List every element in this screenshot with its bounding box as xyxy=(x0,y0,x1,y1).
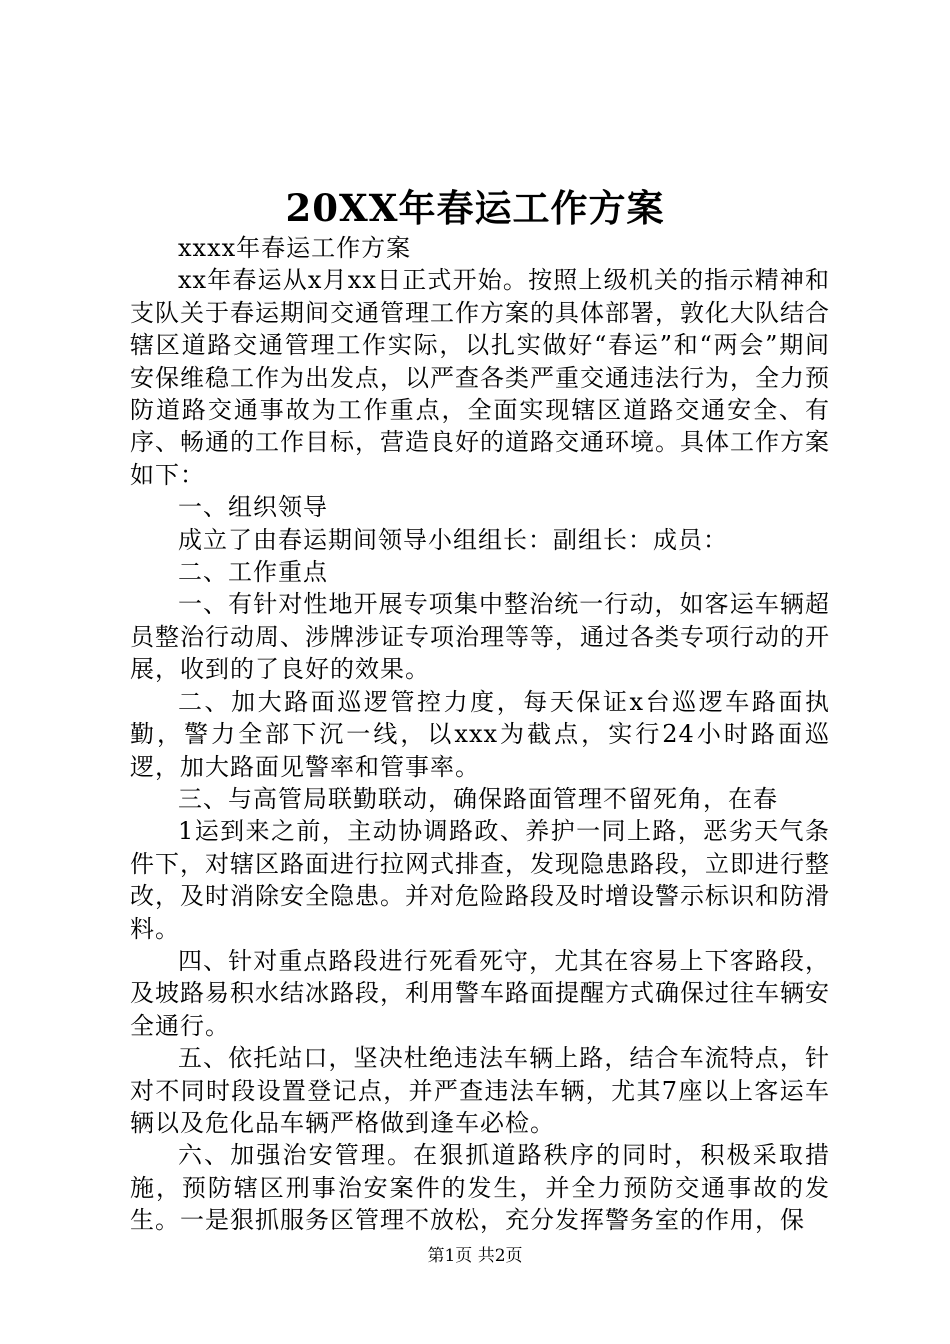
key-work-item-6: 六、加强治安管理。在狠抓道路秩序的同时，积极采取措施，预防辖区刑事治安案件的发生，并全力预防交通事故的发生。一是狠抓服务区管理不放松，充分发挥警务室的作用，保 xyxy=(130,1141,830,1235)
section-heading-key-work: 二、工作重点 xyxy=(178,558,328,587)
key-work-item-5: 五、依托站口，坚决杜绝违法车辆上路，结合车流特点，针对不同时段设置登记点，并严查违法车辆，尤其7座以上客运车辆以及危化品车辆严格做到逢车必检。 xyxy=(130,1044,830,1137)
page-number-footer: 第1页 共2页 xyxy=(427,1246,523,1266)
key-work-item-3-continued: 1运到来之前，主动协调路政、养护一同上路，恶劣天气条件下，对辖区路面进行拉网式排查，发现隐患路段，立即进行整改，及时消除安全隐患。并对危险路段及时增设警示标识和防滑料。 xyxy=(130,817,830,943)
key-work-item-1: 一、有针对性地开展专项集中整治统一行动，如客运车辆超员整治行动周、涉牌涉证专项治理等等，通过各类专项行动的开展，收到的了良好的效果。 xyxy=(130,590,830,684)
key-work-item-3: 三、与高管局联勤联动，确保路面管理不留死角，在春 xyxy=(178,784,778,813)
key-work-item-4: 四、针对重点路段进行死看死守，尤其在容易上下客路段，及坡路易积水结冰路段，利用警车路面提醒方式确保过往车辆安全通行。 xyxy=(130,946,830,1040)
key-work-item-2: 二、加大路面巡逻管控力度，每天保证x台巡逻车路面执勤，警力全部下沉一线，以xxx为截点，实行24小时路面巡逻，加大路面见警率和管事率。 xyxy=(130,687,830,781)
intro-paragraph: xx年春运从x月xx日正式开始。按照上级机关的指示精神和支队关于春运期间交通管理工作方案的具体部署，敦化大队结合辖区道路交通管理工作实际，以扎实做好“春运”和“两会”期间安保维稳工作为出发点，以严查各类严重交通违法行为，全力预防道路交通事故为工作重点，全面实现辖区道路交通安全、有序、畅通的工作目标，营造良好的道路交通环境。具体工作方案如下： xyxy=(130,266,830,489)
section-heading-organization: 一、组织领导 xyxy=(178,493,328,522)
organization-paragraph: 成立了由春运期间领导小组组长：副组长：成员： xyxy=(178,525,728,554)
document-body xyxy=(130,232,830,1237)
subtitle-paragraph: xxxx年春运工作方案 xyxy=(178,234,412,262)
document-title: 20XX年春运工作方案 xyxy=(285,186,665,230)
